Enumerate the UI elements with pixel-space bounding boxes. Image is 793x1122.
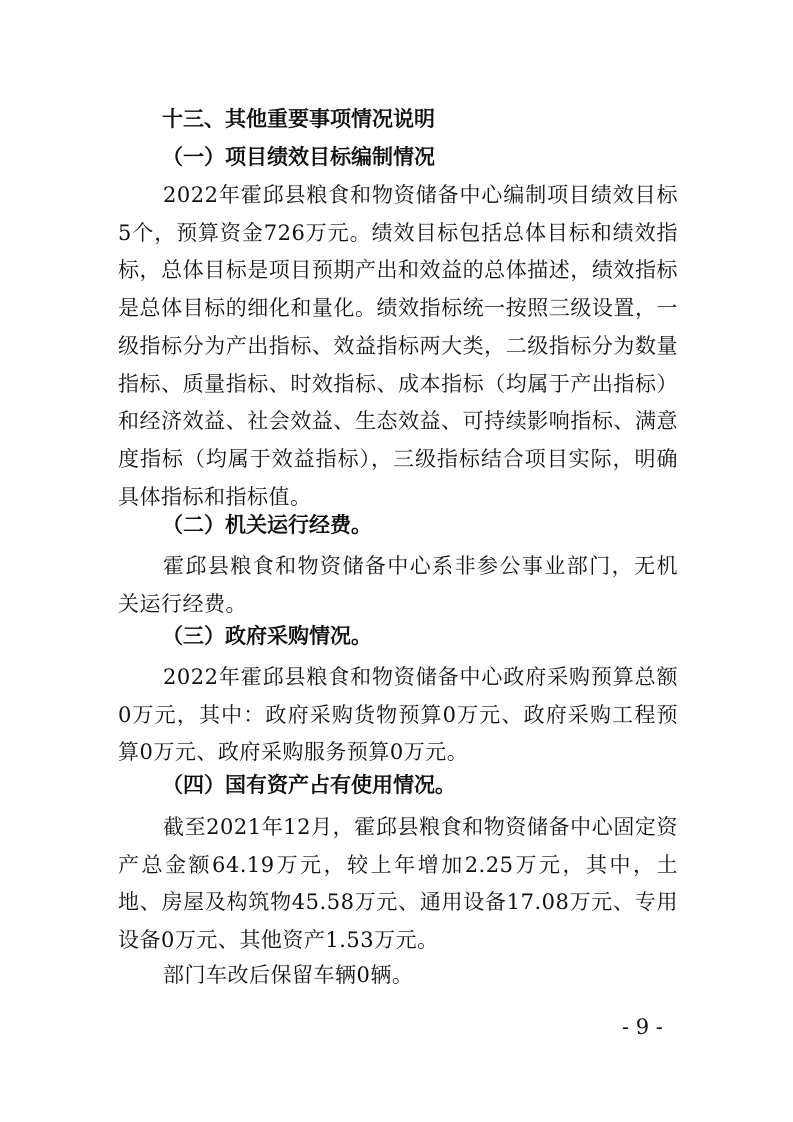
paragraph-operating-expenses: 霍邱县粮食和物资储备中心系非参公事业部门，无机关运行经费。 — [118, 554, 678, 616]
subsection-heading-1: （一）项目绩效目标编制情况 — [162, 145, 435, 169]
subsection-heading-2: （二）机关运行经费。 — [162, 513, 372, 537]
paragraph-state-assets: 截至2021年12月，霍邱县粮食和物资储备中心固定资产总金额64.19万元，较上年增加2.25万元，其中，土地、房屋及构筑物45.58万元、通用设备17.08万元、专用设备0万元、其他资产1.53万元。 — [118, 815, 678, 953]
paragraph-vehicles: 部门车改后保留车辆0辆。 — [163, 963, 414, 987]
subsection-heading-3: （三）政府采购情况。 — [162, 624, 372, 648]
section-title: 十三、其他重要事项情况说明 — [162, 107, 435, 131]
subsection-heading-4: （四）国有资产占有使用情况。 — [162, 773, 456, 797]
page-number: - 9 - — [622, 1015, 663, 1039]
paragraph-procurement: 2022年霍邱县粮食和物资储备中心政府采购预算总额0万元，其中：政府采购货物预算0万元、政府采购工程预算0万元、政府采购服务预算0万元。 — [118, 665, 678, 765]
paragraph-performance-goals: 2022年霍邱县粮食和物资储备中心编制项目绩效目标5个，预算资金726万元。绩效目标包括总体目标和绩效指标，总体目标是项目预期产出和效益的总体描述，绩效指标是总体目标的细化和量化。绩效指标统一按照三级设置，一级指标分为产出指标、效益指标两大类，二级指标分为数量指标、质量指标、时效指标、成本指标（均属于产出指标）和经济效益、社会效益、生态效益、可持续影响指标、满意度指标（均属于效益指标），三级指标结合项目实际，明确具体指标和指标值。 — [118, 183, 678, 509]
